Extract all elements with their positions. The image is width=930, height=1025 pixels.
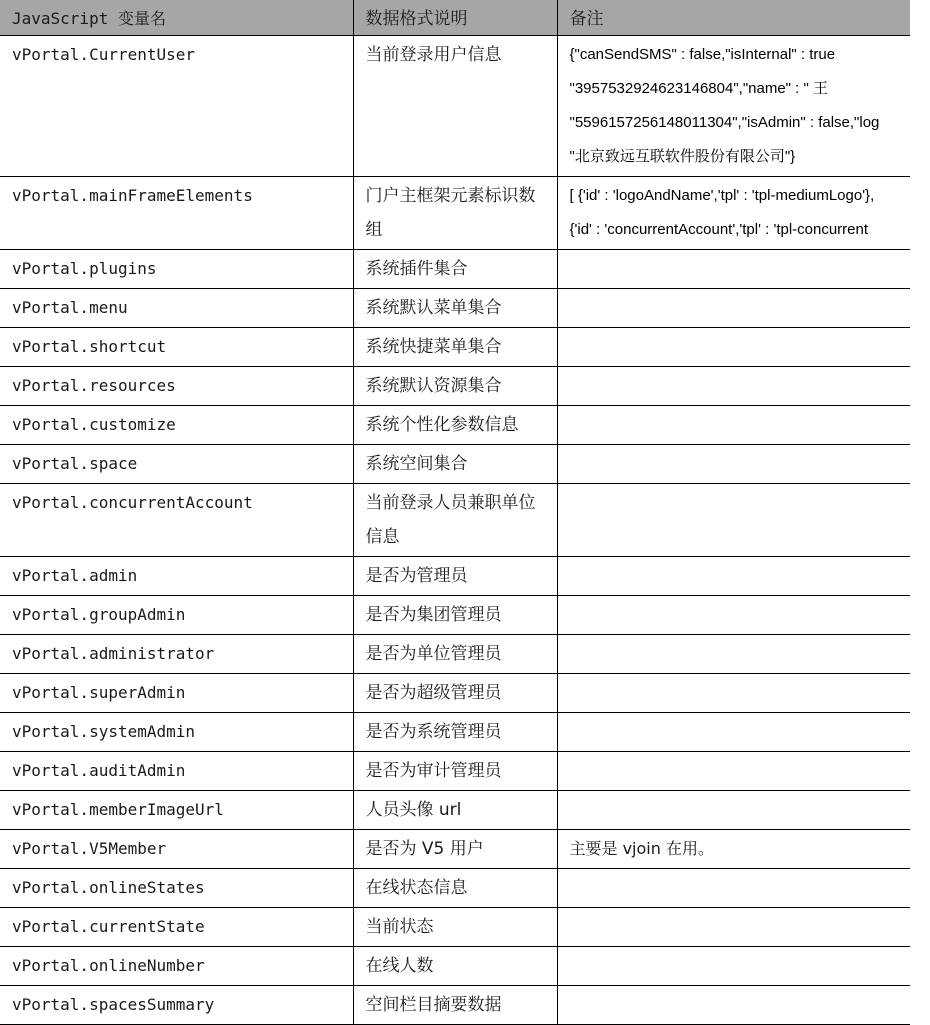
table-row: [0, 986, 910, 1025]
cell-format-description: [353, 947, 557, 986]
variable-name: vPortal.memberImageUrl: [12, 800, 224, 819]
variable-name: vPortal.shortcut: [12, 337, 167, 356]
cell-format-description: [353, 830, 557, 869]
cell-format-description: [353, 406, 557, 445]
cell-variable-name: [0, 830, 353, 869]
table-row: [0, 328, 910, 367]
cell-format-description: [353, 674, 557, 713]
format-description: 人员头像 url: [365, 800, 462, 820]
table-row: [0, 752, 910, 791]
cell-variable-name: [0, 908, 353, 947]
cell-format-description: [353, 445, 557, 484]
table-row: [0, 830, 910, 869]
table-row: [0, 250, 910, 289]
cell-remarks: [557, 406, 910, 445]
cell-variable-name: [0, 328, 353, 367]
table-row: [0, 557, 910, 596]
variable-name: vPortal.space: [12, 454, 138, 473]
format-description: 是否为集团管理员: [365, 605, 502, 625]
cell-remarks: [557, 674, 910, 713]
table-row: [0, 908, 910, 947]
variable-name: vPortal.onlineStates: [12, 878, 205, 897]
table-row: [0, 674, 910, 713]
format-description: 是否为 V5 用户: [365, 839, 484, 859]
table-row: [0, 635, 910, 674]
remarks-line: [ {'id' : 'logoAndName','tpl' : 'tpl-mediumLogo'},: [569, 187, 875, 204]
remarks-line: "3957532924623146804","name" : " 王: [569, 80, 828, 97]
cell-variable-name: [0, 250, 353, 289]
table-row: [0, 445, 910, 484]
cell-remarks: [557, 635, 910, 674]
variable-name: vPortal.menu: [12, 298, 128, 317]
cell-remarks: [557, 367, 910, 406]
remarks-text: 主要是 vjoin 在用。: [569, 839, 714, 858]
format-description: 当前状态: [365, 917, 434, 937]
cell-format-description: [353, 328, 557, 367]
variable-name: vPortal.customize: [12, 415, 176, 434]
cell-format-description: [353, 36, 557, 177]
cell-remarks: [557, 947, 910, 986]
format-description: 系统个性化参数信息: [365, 415, 519, 435]
remarks-line: "5596157256148011304","isAdmin" : false,"log: [569, 114, 880, 131]
table-row: [0, 596, 910, 635]
header-variable-name: JavaScript 变量名: [0, 0, 353, 36]
cell-remarks: [557, 557, 910, 596]
variable-name: vPortal.administrator: [12, 644, 215, 663]
cell-remarks: [557, 250, 910, 289]
remarks-json: [570, 38, 901, 174]
format-description: 系统插件集合: [365, 259, 468, 279]
variable-name: vPortal.mainFrameElements: [12, 186, 253, 205]
format-description: 是否为审计管理员: [365, 761, 502, 781]
variable-name: vPortal.auditAdmin: [12, 761, 186, 780]
cell-variable-name: [0, 289, 353, 328]
cell-remarks: [557, 791, 910, 830]
table-row: [0, 367, 910, 406]
format-description: 是否为超级管理员: [365, 683, 502, 703]
cell-remarks: [557, 328, 910, 367]
cell-variable-name: [0, 752, 353, 791]
cell-format-description: [353, 791, 557, 830]
cell-remarks: [557, 986, 910, 1025]
variable-name: vPortal.CurrentUser: [12, 45, 196, 64]
format-description: 当前登录人员兼职单位信息: [365, 493, 536, 547]
cell-format-description: [353, 908, 557, 947]
cell-format-description: [353, 869, 557, 908]
format-description: 是否为单位管理员: [365, 644, 502, 664]
cell-format-description: [353, 713, 557, 752]
table-row: [0, 289, 910, 328]
table-row: [0, 869, 910, 908]
variable-name: vPortal.admin: [12, 566, 138, 585]
cell-format-description: [353, 986, 557, 1025]
cell-remarks: [557, 289, 910, 328]
cell-remarks: [557, 484, 910, 557]
cell-format-description: [353, 250, 557, 289]
table-row: [0, 947, 910, 986]
format-description: 系统默认资源集合: [365, 376, 502, 396]
remarks-line: {"canSendSMS" : false,"isInternal" : true: [569, 46, 836, 63]
cell-variable-name: [0, 869, 353, 908]
format-description: 在线状态信息: [365, 878, 468, 898]
cell-variable-name: [0, 367, 353, 406]
remarks-line: "北京致远互联软件股份有限公司"}: [569, 148, 796, 165]
variable-name: vPortal.onlineNumber: [12, 956, 205, 975]
cell-variable-name: [0, 947, 353, 986]
table-row: [0, 791, 910, 830]
variable-name: vPortal.V5Member: [12, 839, 167, 858]
format-description: 门户主框架元素标识数组: [365, 186, 536, 240]
cell-variable-name: [0, 557, 353, 596]
cell-remarks: [557, 752, 910, 791]
cell-format-description: [353, 557, 557, 596]
cell-format-description: [353, 177, 557, 250]
cell-variable-name: [0, 674, 353, 713]
cell-variable-name: [0, 713, 353, 752]
cell-format-description: [353, 596, 557, 635]
variable-name: vPortal.superAdmin: [12, 683, 186, 702]
variable-name: vPortal.concurrentAccount: [12, 493, 253, 512]
cell-format-description: [353, 484, 557, 557]
cell-variable-name: [0, 791, 353, 830]
cell-remarks: [557, 908, 910, 947]
table-row: [0, 713, 910, 752]
cell-format-description: [353, 752, 557, 791]
cell-variable-name: [0, 36, 353, 177]
format-description: 系统快捷菜单集合: [365, 337, 502, 357]
cell-remarks: [557, 830, 910, 869]
format-description: 在线人数: [365, 956, 434, 976]
cell-variable-name: [0, 986, 353, 1025]
table-row: [0, 406, 910, 445]
cell-format-description: [353, 289, 557, 328]
cell-format-description: [353, 635, 557, 674]
cell-remarks: [557, 36, 910, 177]
cell-remarks: [557, 445, 910, 484]
header-format-description: 数据格式说明: [353, 0, 557, 36]
remarks-json: [570, 179, 901, 247]
table-header-row: [0, 0, 910, 36]
format-description: 系统默认菜单集合: [365, 298, 502, 318]
table-row: [0, 36, 910, 177]
cell-variable-name: [0, 596, 353, 635]
cell-variable-name: [0, 635, 353, 674]
format-description: 当前登录用户信息: [365, 45, 502, 65]
header-remarks: 备注: [557, 0, 910, 36]
variable-name: vPortal.spacesSummary: [12, 995, 215, 1014]
cell-remarks: [557, 177, 910, 250]
cell-remarks: [557, 713, 910, 752]
variable-name: vPortal.resources: [12, 376, 176, 395]
format-description: 是否为管理员: [365, 566, 468, 586]
table-row: [0, 177, 910, 250]
variable-name: vPortal.currentState: [12, 917, 205, 936]
format-description: 空间栏目摘要数据: [365, 995, 502, 1015]
cell-format-description: [353, 367, 557, 406]
format-description: 系统空间集合: [365, 454, 468, 474]
variable-name: vPortal.plugins: [12, 259, 157, 278]
cell-remarks: [557, 869, 910, 908]
variable-name: vPortal.systemAdmin: [12, 722, 196, 741]
cell-variable-name: [0, 445, 353, 484]
format-description: 是否为系统管理员: [365, 722, 502, 742]
remarks-line: {'id' : 'concurrentAccount','tpl' : 'tpl-concurrent: [569, 221, 869, 238]
cell-variable-name: [0, 406, 353, 445]
table-row: [0, 484, 910, 557]
variable-name: vPortal.groupAdmin: [12, 605, 186, 624]
cell-remarks: [557, 596, 910, 635]
cell-variable-name: [0, 177, 353, 250]
cell-variable-name: [0, 484, 353, 557]
